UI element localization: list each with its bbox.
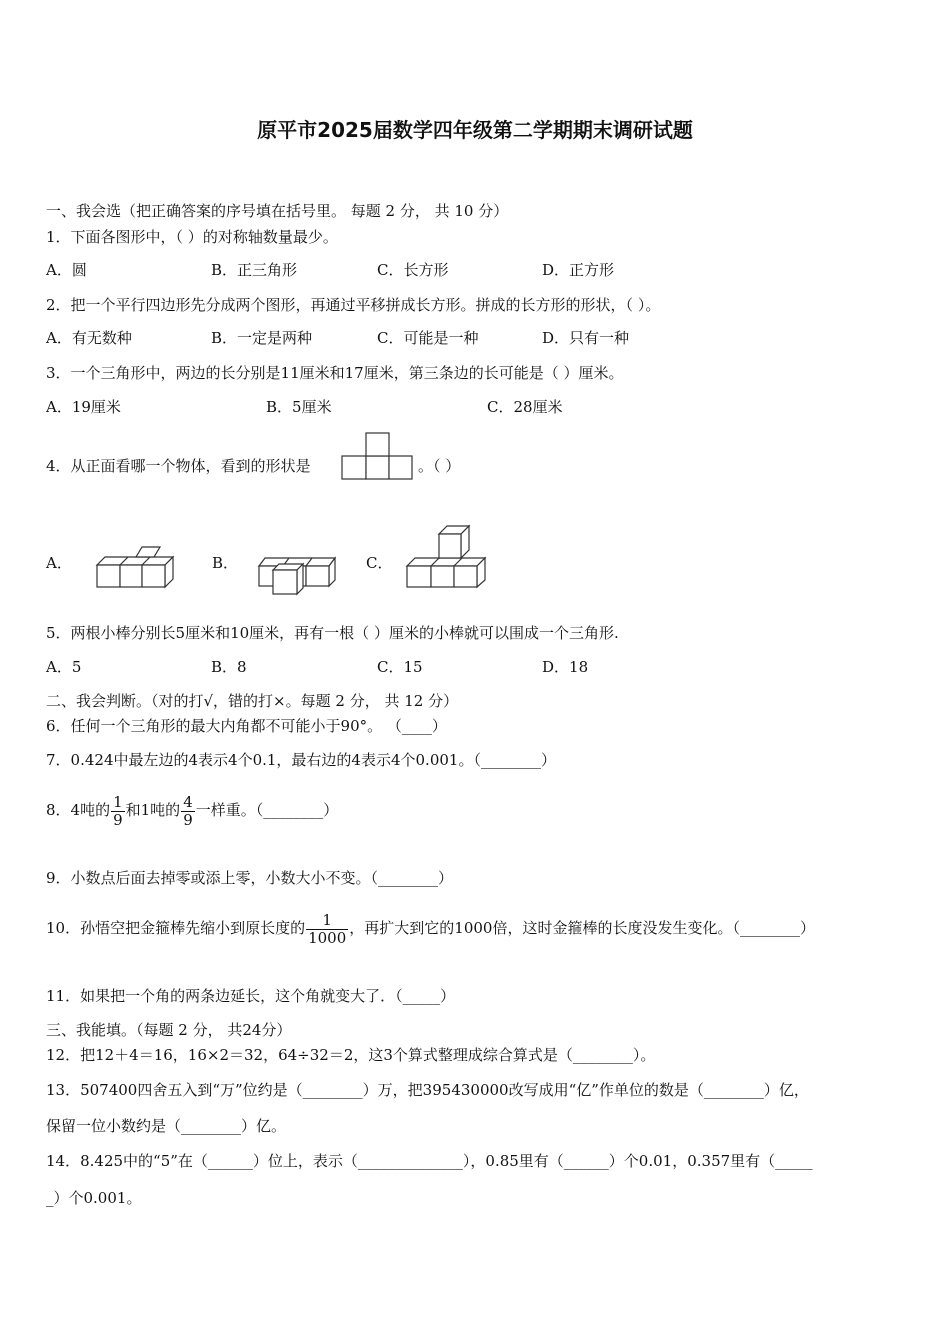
question-7: 7．0.424中最左边的4表示4个0.1，最右边的4表示4个0.001。（________） — [46, 751, 556, 769]
q1-option-c: C．长方形 — [377, 261, 449, 279]
q4-option-c: C． — [366, 554, 393, 572]
q10-fraction — [306, 912, 348, 947]
q4-option-a-figure — [94, 543, 178, 589]
question-14-line-1: 14．8.425中的“5”在（______）位上，表示（______________），0.85里有（______）个0.01，0.357里有（_____ — [46, 1152, 813, 1170]
q8-fraction-1 — [111, 794, 125, 829]
q8-fraction-2-numerator: 4 — [183, 792, 193, 811]
question-13-line-1: 13．507400四舍五入到“万”位约是（________）万，把395430000改写成用“亿”作单位的数是（________）亿， — [46, 1081, 809, 1099]
q2-option-b: B．一定是两种 — [211, 329, 313, 347]
q5-option-d: D．18 — [542, 658, 589, 676]
section-3-header: 三、我能填。（每题 2 分， 共24分） — [46, 1021, 292, 1039]
q4-option-c-figure — [403, 524, 489, 590]
question-14-line-2: _）个0.001。 — [46, 1189, 142, 1207]
q4-option-b-figure — [255, 548, 341, 598]
q5-option-a: A．5 — [46, 658, 82, 676]
q8-fraction-1-numerator: 1 — [113, 792, 123, 811]
question-11: 11．如果把一个角的两条边延长，这个角就变大了．（_____） — [46, 987, 456, 1005]
q2-option-a: A．有无数种 — [46, 329, 132, 347]
q10-fraction-denominator: 1000 — [308, 928, 347, 947]
section-1-header: 一、我会选（把正确答案的序号填在括号里。 每题 2 分， 共 10 分） — [46, 202, 509, 220]
q10-part-1: 10．孙悟空把金箍棒先缩小到原长度的 — [46, 919, 306, 937]
q8-fraction-2-denominator: 9 — [183, 810, 193, 829]
question-4-prefix: 4．从正面看哪一个物体，看到的形状是 — [46, 457, 311, 475]
question-13-line-2: 保留一位小数约是（________）亿。 — [46, 1117, 287, 1135]
q2-option-d: D．只有一种 — [542, 329, 630, 347]
q2-option-c: C．可能是一种 — [377, 329, 479, 347]
question-1: 1．下面各图形中，（ ）的对称轴数量最少。 — [46, 228, 338, 246]
question-6: 6．任何一个三角形的最大内角都不可能小于90°。 （____） — [46, 717, 447, 735]
q5-option-b: B．8 — [211, 658, 247, 676]
q10-fraction-numerator: 1 — [322, 910, 332, 929]
q4-option-b: B． — [212, 554, 239, 572]
q8-part-2: 和1吨的 — [125, 801, 181, 819]
question-10 — [46, 910, 815, 947]
question-5: 5．两根小棒分别长5厘米和10厘米，再有一根（ ）厘米的小棒就可以围成一个三角形. — [46, 624, 619, 642]
q4-front-view-figure — [341, 431, 415, 481]
q5-option-c: C．15 — [377, 658, 423, 676]
question-3: 3．一个三角形中，两边的长分别是11厘米和17厘米，第三条边的长可能是（ ）厘米。 — [46, 364, 624, 382]
question-2: 2．把一个平行四边形先分成两个图形，再通过平移拼成长方形。拼成的长方形的形状，（ ）。 — [46, 296, 661, 314]
q8-fraction-1-denominator: 9 — [113, 810, 123, 829]
q1-option-d: D．正方形 — [542, 261, 615, 279]
question-8 — [46, 792, 338, 829]
question-9: 9．小数点后面去掉零或添上零，小数大小不变。（________） — [46, 869, 454, 887]
question-4-suffix: 。（ ） — [418, 457, 461, 475]
q10-part-2: ，再扩大到它的1000倍，这时金箍棒的长度没发生变化。（________） — [349, 919, 815, 937]
q1-option-b: B．正三角形 — [211, 261, 298, 279]
section-2-header: 二、我会判断。（对的打√，错的打×。每题 2 分， 共 12 分） — [46, 692, 459, 710]
q8-fraction-2 — [181, 794, 195, 829]
q8-part-3: 一样重。（________） — [195, 801, 339, 819]
q1-option-a: A．圆 — [46, 261, 87, 279]
question-12: 12．把12＋4＝16，16×2＝32，64÷32＝2，这3个算式整理成综合算式是（________）。 — [46, 1046, 656, 1064]
q4-option-a: A． — [46, 554, 72, 572]
q3-option-a: A．19厘米 — [46, 398, 121, 416]
q3-option-c: C．28厘米 — [487, 398, 563, 416]
q3-option-b: B．5厘米 — [266, 398, 332, 416]
page-title: 原平市2025届数学四年级第二学期期末调研试题 — [257, 118, 693, 142]
q8-part-1: 8．4吨的 — [46, 801, 111, 819]
